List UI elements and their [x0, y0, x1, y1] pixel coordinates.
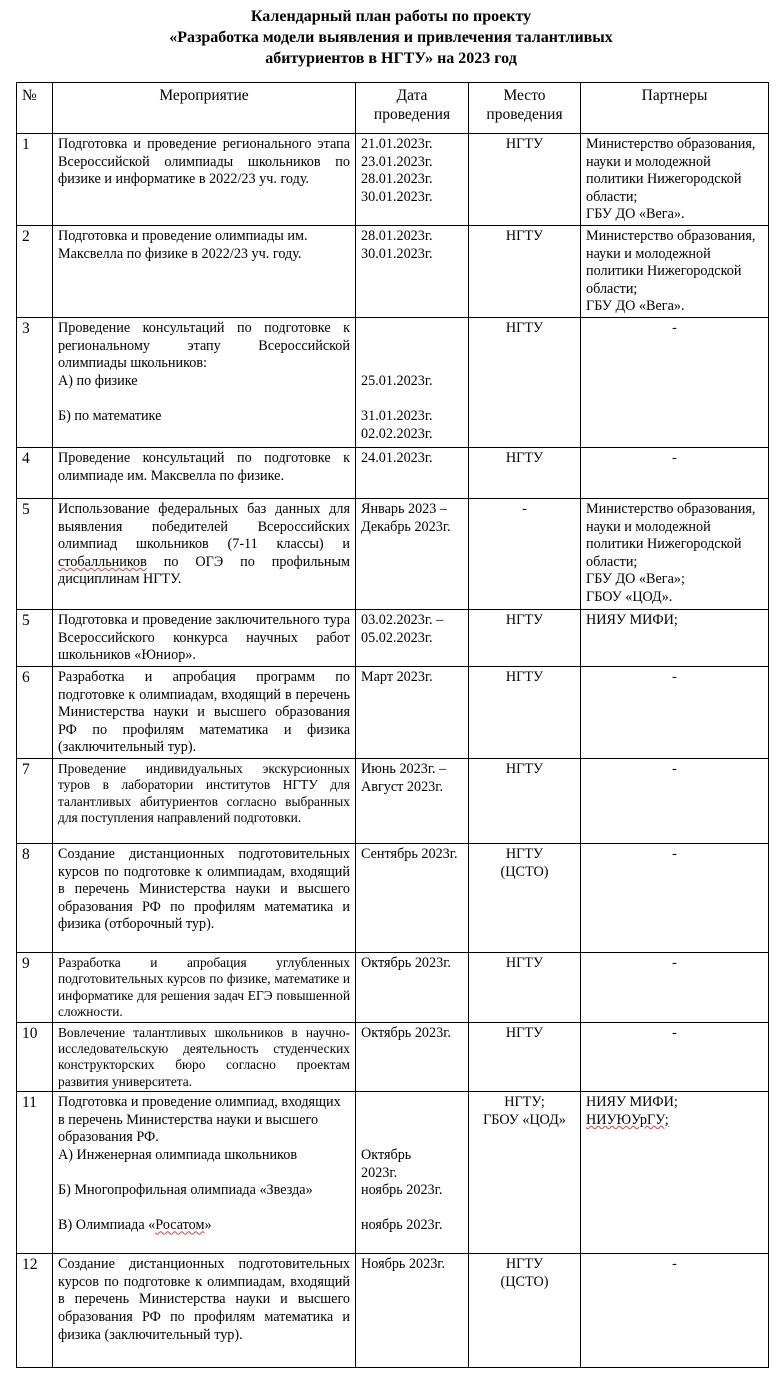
- table-header-row: [17, 83, 769, 134]
- event-sub-item: [58, 1217, 350, 1235]
- event-dates: Январь 2023 – Декабрь 2023г.: [356, 499, 469, 610]
- event-text: Создание дистанционных подготовительных курсов по подготовке к олимпиадам, входящий в перечень Министерства науки и высшего образования РФ по профилям математика и физика (отборочный тур).: [53, 844, 356, 953]
- date-line: 31.01.2023г.: [361, 407, 433, 424]
- event-text: Подготовка и проведение регионального этапа Всероссийской олимпиады школьников по физике и информатике в 2022/23 уч. году.: [53, 134, 356, 226]
- event-text-part: »: [204, 1217, 212, 1234]
- title-line-1: Календарный план работы по проекту: [250, 8, 532, 25]
- event-main-text: Подготовка и проведение олимпиад, входящих в перечень Министерства науки и высшего образования РФ.: [58, 1094, 341, 1146]
- event-dates: Сентябрь 2023г.: [356, 844, 469, 953]
- row-number: 5: [17, 610, 53, 667]
- partner-line: Министерство образования, науки и молодежной политики Нижегородской области;: [586, 228, 756, 297]
- place-line: НГТУ: [505, 1256, 544, 1273]
- event-place: НГТУ: [469, 448, 581, 499]
- event-partners: -: [581, 953, 769, 1023]
- date-line: 03.02.2023г. –: [361, 612, 444, 628]
- table-row: [17, 318, 769, 448]
- table-row: [17, 610, 769, 667]
- event-place: НГТУ: [469, 1022, 581, 1092]
- partner-line: НИЯУ МИФИ;: [586, 1094, 678, 1111]
- event-text: Проведение консультаций по подготовке к олимпиаде им. Максвелла по физике.: [53, 448, 356, 499]
- date-line: 28.01.2023г.: [361, 171, 433, 188]
- event-sub-item: А) Инженерная олимпиада школьников: [58, 1147, 298, 1164]
- table-row: [17, 759, 769, 844]
- event-place: НГТУ: [469, 134, 581, 226]
- partner-line: ГБУ ДО «Вега».: [586, 298, 685, 315]
- title-line-3: абитуриентов в НГТУ» на 2023 год: [265, 50, 517, 67]
- date-line: 23.01.2023г.: [361, 153, 433, 170]
- event-text: Проведение индивидуальных экскурсионных туров в лаборатории институтов НГТУ для талантливых абитуриентов согласно выбранных для поступления направлений подготовки.: [53, 759, 356, 844]
- event-place: НГТУ: [469, 226, 581, 318]
- row-number: 6: [17, 667, 53, 759]
- event-dates: [356, 134, 469, 226]
- table-row: [17, 667, 769, 759]
- event-text-part: Использование федеральных баз данных для выявления победителей Всероссийских олимпиад школьников (7-11 классы) и: [58, 501, 350, 553]
- event-place: НГТУ: [469, 667, 581, 759]
- event-sub-item: А) по физике: [58, 372, 138, 389]
- document-title: [0, 6, 782, 69]
- event-text: [53, 318, 356, 448]
- table-row: [17, 1022, 769, 1092]
- title-line-2: «Разработка модели выявления и привлечения талантливых: [169, 29, 613, 46]
- date-line: 21.01.2023г.: [361, 136, 433, 152]
- table-row: [17, 953, 769, 1023]
- header-event: Мероприятие: [53, 83, 356, 134]
- event-dates: [356, 318, 469, 448]
- event-place: [469, 1254, 581, 1368]
- date-line: 24.01.2023г.: [361, 450, 433, 466]
- place-line: НГТУ: [505, 846, 544, 862]
- table-row: [17, 499, 769, 610]
- event-partners: -: [581, 759, 769, 844]
- row-number: 7: [17, 759, 53, 844]
- event-sub-item: Б) Многопрофильная олимпиада «Звезда»: [58, 1182, 313, 1199]
- event-text: Создание дистанционных подготовительных курсов по подготовке к олимпиадам, входящий в перечень Министерства науки и высшего образования РФ по профилям математика и физика (заключительный тур).: [53, 1254, 356, 1368]
- table-row: [17, 1254, 769, 1368]
- date-line: 05.02.2023г.: [361, 629, 433, 646]
- date-line: 02.02.2023г.: [361, 425, 433, 442]
- table-row: [17, 226, 769, 318]
- event-dates: Июнь 2023г. – Август 2023г.: [356, 759, 469, 844]
- event-partners: -: [581, 318, 769, 448]
- event-dates: [356, 610, 469, 667]
- event-text-part: стобалльников: [58, 553, 147, 570]
- event-text: Подготовка и проведение олимпиады им. Максвелла по физике в 2022/23 уч. году.: [53, 226, 356, 318]
- place-line: (ЦСТО): [500, 1273, 549, 1290]
- row-number: 9: [17, 953, 53, 1023]
- date-line: ноябрь 2023г.: [361, 1217, 443, 1234]
- event-main-text: Проведение консультаций по подготовке к региональному этапу Всероссийской олимпиады школьников:: [58, 320, 350, 372]
- event-dates: [356, 448, 469, 499]
- date-line: ноябрь 2023г.: [361, 1182, 443, 1199]
- place-line: ГБОУ «ЦОД»: [483, 1111, 566, 1128]
- event-place: НГТУ: [469, 953, 581, 1023]
- row-number: 8: [17, 844, 53, 953]
- event-dates: Ноябрь 2023г.: [356, 1254, 469, 1368]
- event-partners: -: [581, 448, 769, 499]
- date-line: Октябрь 2023г.: [361, 1147, 412, 1181]
- row-number: 4: [17, 448, 53, 499]
- partner-line: НИУЮУрГУ;: [586, 1111, 669, 1128]
- event-text: [53, 499, 356, 610]
- header-partners: Партнеры: [581, 83, 769, 134]
- table-row: [17, 844, 769, 953]
- partner-line: ГБУ ДО «Вега».: [586, 206, 685, 223]
- plan-table: [16, 82, 769, 1368]
- event-text: [53, 1092, 356, 1254]
- partner-line: ГБОУ «ЦОД».: [586, 588, 673, 605]
- event-partners: [581, 226, 769, 318]
- partner-line: ГБУ ДО «Вега»;: [586, 571, 685, 588]
- date-line: 28.01.2023г.: [361, 228, 433, 244]
- event-text: Разработка и апробация углубленных подготовительных курсов по физике, математике и информатике для решения задач ЕГЭ повышенной сложности.: [53, 953, 356, 1023]
- date-line: 30.01.2023г.: [361, 188, 433, 205]
- place-line: (ЦСТО): [500, 863, 549, 880]
- event-partners: -: [581, 1254, 769, 1368]
- event-place: [469, 1092, 581, 1254]
- place-line: НГТУ;: [504, 1094, 545, 1111]
- table-row: [17, 448, 769, 499]
- event-partners: -: [581, 667, 769, 759]
- row-number: 3: [17, 318, 53, 448]
- event-text-part: В) Олимпиада «: [58, 1217, 156, 1234]
- header-date: Дата проведения: [356, 83, 469, 134]
- event-dates: Октябрь 2023г.: [356, 953, 469, 1023]
- event-partners: -: [581, 1022, 769, 1092]
- event-place: НГТУ: [469, 759, 581, 844]
- event-text: Разработка и апробация программ по подготовке к олимпиадам, входящий в перечень Министерства науки и высшего образования РФ по профилям математика и физика (заключительный тур).: [53, 667, 356, 759]
- event-dates: [356, 1092, 469, 1254]
- event-partners: -: [581, 844, 769, 953]
- date-line: 25.01.2023г.: [361, 372, 433, 389]
- event-place: [469, 844, 581, 953]
- event-dates: [356, 226, 469, 318]
- row-number: 5: [17, 499, 53, 610]
- event-place: -: [469, 499, 581, 610]
- event-dates: Октябрь 2023г.: [356, 1022, 469, 1092]
- partner-line: Министерство образования, науки и молодежной политики Нижегородской области;: [586, 136, 756, 205]
- row-number: 2: [17, 226, 53, 318]
- event-dates: Март 2023г.: [356, 667, 469, 759]
- event-text-part: Росатом: [155, 1217, 205, 1234]
- event-partners: [581, 1092, 769, 1254]
- header-num: №: [17, 83, 53, 134]
- event-text: Вовлечение талантливых школьников в научно-исследовательскую деятельность студенческих конструкторских бюро согласно проектам развития университета.: [53, 1022, 356, 1092]
- event-sub-item: Б) по математике: [58, 407, 162, 424]
- header-place: Место проведения: [469, 83, 581, 134]
- row-number: 12: [17, 1254, 53, 1368]
- event-partners: [581, 499, 769, 610]
- event-place: НГТУ: [469, 610, 581, 667]
- row-number: 1: [17, 134, 53, 226]
- event-partners: НИЯУ МИФИ;: [581, 610, 769, 667]
- table-row: [17, 1092, 769, 1254]
- row-number: 10: [17, 1022, 53, 1092]
- date-line: 30.01.2023г.: [361, 245, 433, 262]
- row-number: 11: [17, 1092, 53, 1254]
- partner-line: Министерство образования, науки и молодежной политики Нижегородской области;: [586, 501, 756, 570]
- event-text: Подготовка и проведение заключительного тура Всероссийского конкурса научных работ школьников «Юниор».: [53, 610, 356, 667]
- table-row: [17, 134, 769, 226]
- event-place: НГТУ: [469, 318, 581, 448]
- event-partners: [581, 134, 769, 226]
- event-text-part: по ОГЭ по профильным дисциплинам НГТУ.: [58, 553, 350, 588]
